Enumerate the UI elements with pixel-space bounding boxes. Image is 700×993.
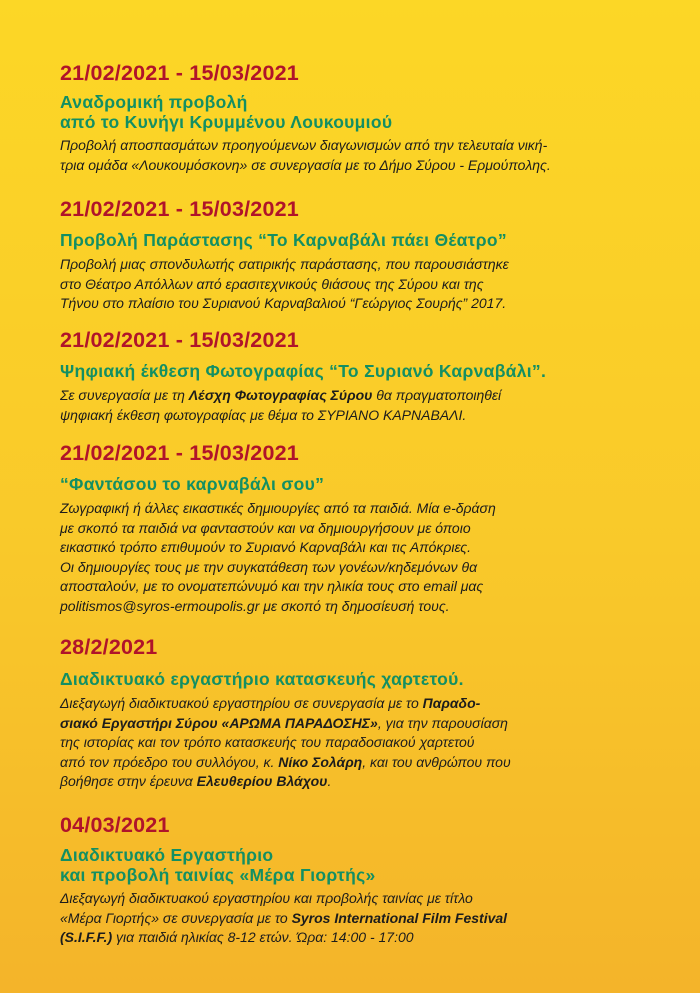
event-2 (60, 196, 660, 314)
event-1 (60, 60, 660, 175)
desc-text: «Μέρα Γιορτής» σε συνεργασία με το (60, 909, 292, 926)
desc-text: από τον πρόεδρο του συλλόγου, κ. (60, 753, 279, 770)
desc-line: Τήνου στο πλαίσιο του Συριανού Καρναβαλιού “Γεώργιος Σουρής” 2017. (60, 295, 507, 311)
event-date: 28/2/2021 (60, 635, 158, 659)
desc-line: Προβολή αποσπασμάτων προηγούμενων διαγωνισμών από την τελευταία νική- (60, 137, 548, 153)
desc-bold: σιακό Εργαστήρι Σύρου «ΑΡΩΜΑ ΠΑΡΑΔΟΣΗΣ» (60, 714, 378, 731)
desc-bold: Λέσχη Φωτογραφίας Σύρου (188, 387, 373, 403)
desc-text: βοήθησε στην έρευνα (60, 773, 197, 789)
desc-line: Ζωγραφική ή άλλες εικαστικές δημιουργίες από τα παιδιά. Μία e-δράση (60, 500, 496, 516)
event-title-line: από το Κυνήγι Κρυμμένου Λουκουμιού (60, 112, 393, 132)
desc-text: Σε συνεργασία με τη (60, 387, 189, 403)
desc-line: αποσταλούν, με το ονοματεπώνυμό και την ηλικία τους στο email μας (60, 578, 484, 594)
event-description (60, 386, 660, 425)
event-title-line: Αναδρομική προβολή (60, 92, 248, 112)
desc-bold: Ελευθερίου Βλάχου (196, 773, 328, 789)
desc-bold: (S.I.F.F.) (60, 929, 113, 945)
event-date: 04/03/2021 (60, 813, 170, 837)
desc-text: για παιδιά ηλικίας 8-12 ετών. Ώρα: 14:00 - 17:00 (112, 929, 414, 945)
event-title-line: Διαδικτυακό Εργαστήριο (60, 845, 274, 865)
desc-line: ψηφιακή έκθεση φωτογραφίας με θέμα το ΣΥΡΙΑΝΟ ΚΑΡΝΑΒΑΛΙ. (60, 406, 467, 423)
event-date: 21/02/2021 - 15/03/2021 (60, 328, 299, 352)
desc-line: Οι δημιουργίες τους με την συγκατάθεση των γονέων/κηδεμόνων θα (60, 558, 478, 575)
desc-text: , για την παρουσίαση (377, 714, 508, 731)
desc-text: θα πραγματοποιηθεί (372, 387, 502, 403)
event-date: 21/02/2021 - 15/03/2021 (60, 197, 299, 221)
event-3 (60, 327, 660, 425)
desc-line: τρια ομάδα «Λουκουμόσκονη» σε συνεργασία με το Δήμο Σύρου - Ερμούπολης. (60, 156, 551, 173)
event-title (60, 92, 660, 132)
desc-line: εικαστικό τρόπο επιθυμούν το Συριανό Καρναβάλι και τις Απόκριες. (60, 539, 472, 555)
desc-line: με σκοπό τα παιδιά να φανταστούν και να δημιουργήσουν με όποιο (60, 519, 471, 536)
desc-bold: Νίκο Σολάρη (278, 753, 363, 770)
event-description (60, 499, 660, 616)
event-description (60, 694, 660, 792)
desc-bold: Παραδο- (422, 695, 481, 711)
event-title: Διαδικτυακό εργαστήριο κατασκευής χαρτετού. (60, 669, 464, 689)
event-date: 21/02/2021 - 15/03/2021 (60, 61, 299, 85)
desc-bold: Syros International Film Festival (291, 909, 508, 926)
event-title: Προβολή Παράστασης “Το Καρναβάλι πάει Θέατρο” (60, 230, 507, 250)
desc-text: Διεξαγωγή διαδικτυακού εργαστηρίου σε συνεργασία με το (60, 695, 423, 711)
desc-line: politismos@syros-ermoupolis.gr με σκοπό τη δημοσίευσή τους. (60, 597, 450, 614)
event-4 (60, 440, 660, 616)
event-title (60, 845, 660, 885)
desc-text: . (327, 773, 332, 789)
desc-line: της ιστορίας και τον τρόπο κατασκευής του παραδοσιακού χαρτετού (60, 734, 475, 750)
event-title: Ψηφιακή έκθεση Φωτογραφίας “Το Συριανό Καρναβάλι”. (60, 361, 547, 381)
event-title: “Φαντάσου το καρναβάλι σου” (60, 474, 325, 494)
desc-line: στο Θέατρο Απόλλων από ερασιτεχνικούς θιάσους της Σύρου και της (60, 275, 484, 292)
event-5 (60, 634, 660, 792)
event-description (60, 136, 660, 175)
event-description (60, 255, 660, 314)
event-6 (60, 812, 660, 948)
event-title-line: και προβολή ταινίας «Μέρα Γιορτής» (60, 865, 376, 885)
desc-text: , και του ανθρώπου που (362, 753, 511, 770)
desc-line: Διεξαγωγή διαδικτυακού εργαστηρίου και προβολής ταινίας με τίτλο (60, 890, 473, 906)
event-date: 21/02/2021 - 15/03/2021 (60, 441, 299, 465)
desc-line: Προβολή μιας σπονδυλωτής σατιρικής παράστασης, που παρουσιάστηκε (60, 256, 509, 272)
event-description (60, 889, 660, 948)
